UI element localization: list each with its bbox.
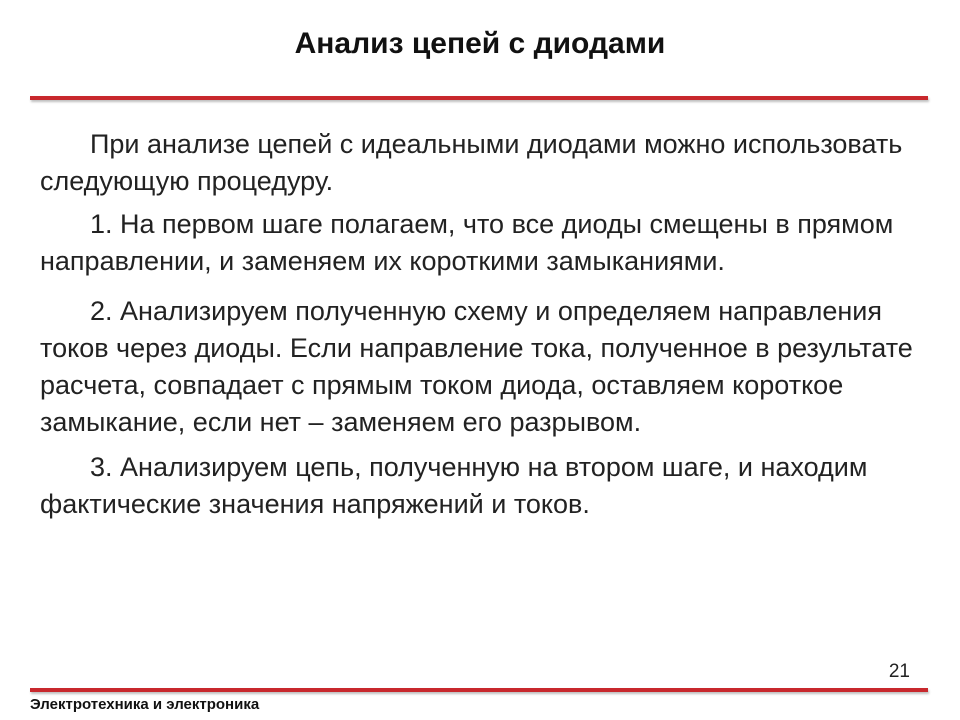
slide-content [40, 126, 920, 523]
footer-divider [30, 688, 928, 692]
step-2-paragraph: 2. Анализируем полученную схему и определяем направления токов через диоды. Если направление тока, полученное в результате расчета, совпадает с прямым током диода, оставляем короткое замыкание, если нет – заменяем его разрывом. [40, 296, 913, 437]
step-1-paragraph: 1. На первом шаге полагаем, что все диоды смещены в прямом направлении, и заменяем их короткими замыканиями. [40, 209, 894, 276]
title-divider [30, 96, 928, 100]
step-3-paragraph: 3. Анализируем цепь, полученную на втором шаге, и находим фактические значения напряжений и токов. [40, 452, 868, 519]
intro-paragraph: При анализе цепей с идеальными диодами можно использовать следующую процедуру. [40, 129, 903, 196]
page-number: 21 [888, 661, 910, 682]
footer-course-title: Электротехника и электроника [30, 696, 260, 713]
slide-title: Анализ цепей с диодами [294, 27, 666, 60]
